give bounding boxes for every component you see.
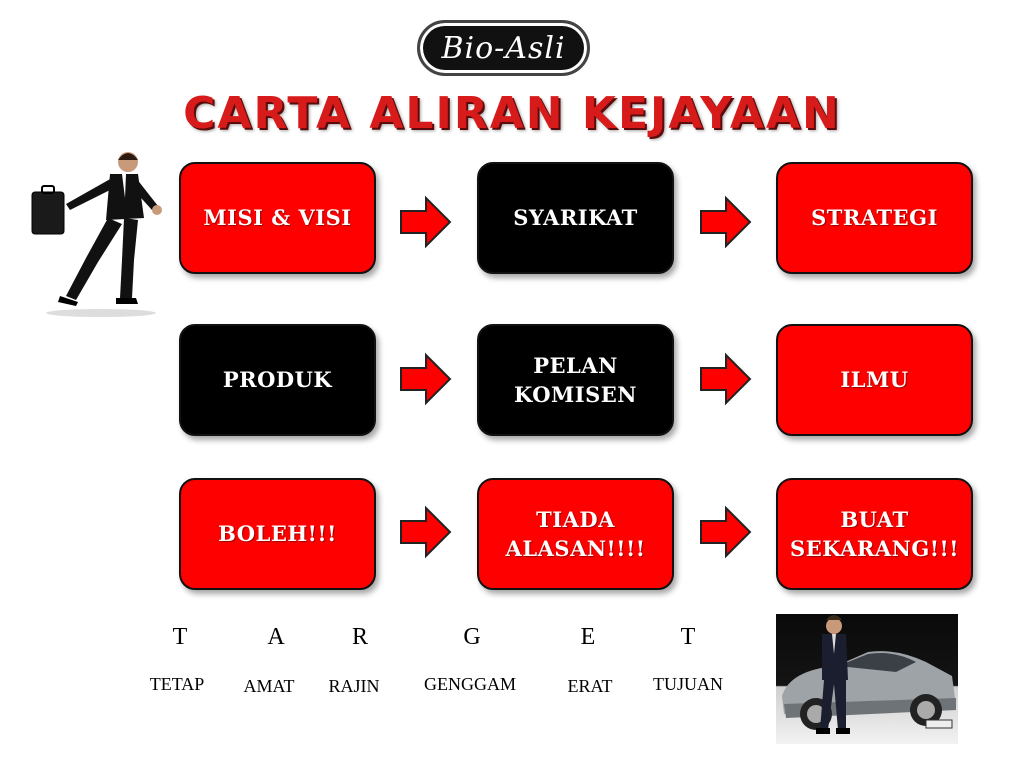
right-arrow-icon xyxy=(698,195,752,249)
flow-box-ilmu xyxy=(776,324,973,436)
right-arrow-icon xyxy=(698,352,752,406)
target-word: RAJIN xyxy=(328,676,380,696)
flow-box-label: STRATEGI xyxy=(811,205,938,231)
flow-box-syarikat xyxy=(477,162,674,274)
flow-box-buat-sekarang xyxy=(776,478,973,590)
flow-box-label: BOLEH!!! xyxy=(218,521,337,547)
target-letter: T xyxy=(680,624,696,650)
flow-box-pelan-komisen xyxy=(477,324,674,436)
businessman-image xyxy=(26,148,171,318)
target-letter: R xyxy=(351,624,368,650)
flow-box-boleh xyxy=(179,478,376,590)
flow-box-label: PELAN KOMISEN xyxy=(514,352,637,407)
car-image xyxy=(776,614,958,744)
flow-box-label: BUAT SEKARANG!!! xyxy=(790,506,959,561)
flow-box-produk xyxy=(179,324,376,436)
target-letter: T xyxy=(172,624,188,650)
right-arrow-icon xyxy=(398,505,452,559)
target-word: TETAP xyxy=(149,674,205,694)
bio-asli-logo xyxy=(417,20,590,76)
right-arrow-icon xyxy=(398,195,452,249)
target-word: ERAT xyxy=(567,676,613,696)
flow-box-label: PRODUK xyxy=(222,367,333,393)
right-arrow-icon xyxy=(698,505,752,559)
flow-box-label: MISI & VISI xyxy=(203,205,352,231)
target-word: AMAT xyxy=(243,676,295,696)
right-arrow-icon xyxy=(398,352,452,406)
flow-box-strategi xyxy=(776,162,973,274)
target-word: TUJUAN xyxy=(653,674,723,694)
flow-box-tiada-alasan xyxy=(477,478,674,590)
logo-text: Bio-Asli xyxy=(441,30,566,66)
target-word: GENGGAM xyxy=(424,674,516,694)
flow-box-misi-visi xyxy=(179,162,376,274)
target-letter: A xyxy=(267,624,285,650)
flow-box-label: ILMU xyxy=(840,367,909,393)
flow-box-label: SYARIKAT xyxy=(513,205,638,231)
target-letter: G xyxy=(463,624,481,650)
flow-box-label: TIADA ALASAN!!!! xyxy=(505,506,646,561)
sports-car-photo xyxy=(776,614,958,744)
target-letter: E xyxy=(580,624,596,650)
page-title: CARTA ALIRAN KEJAYAAN xyxy=(183,88,841,139)
